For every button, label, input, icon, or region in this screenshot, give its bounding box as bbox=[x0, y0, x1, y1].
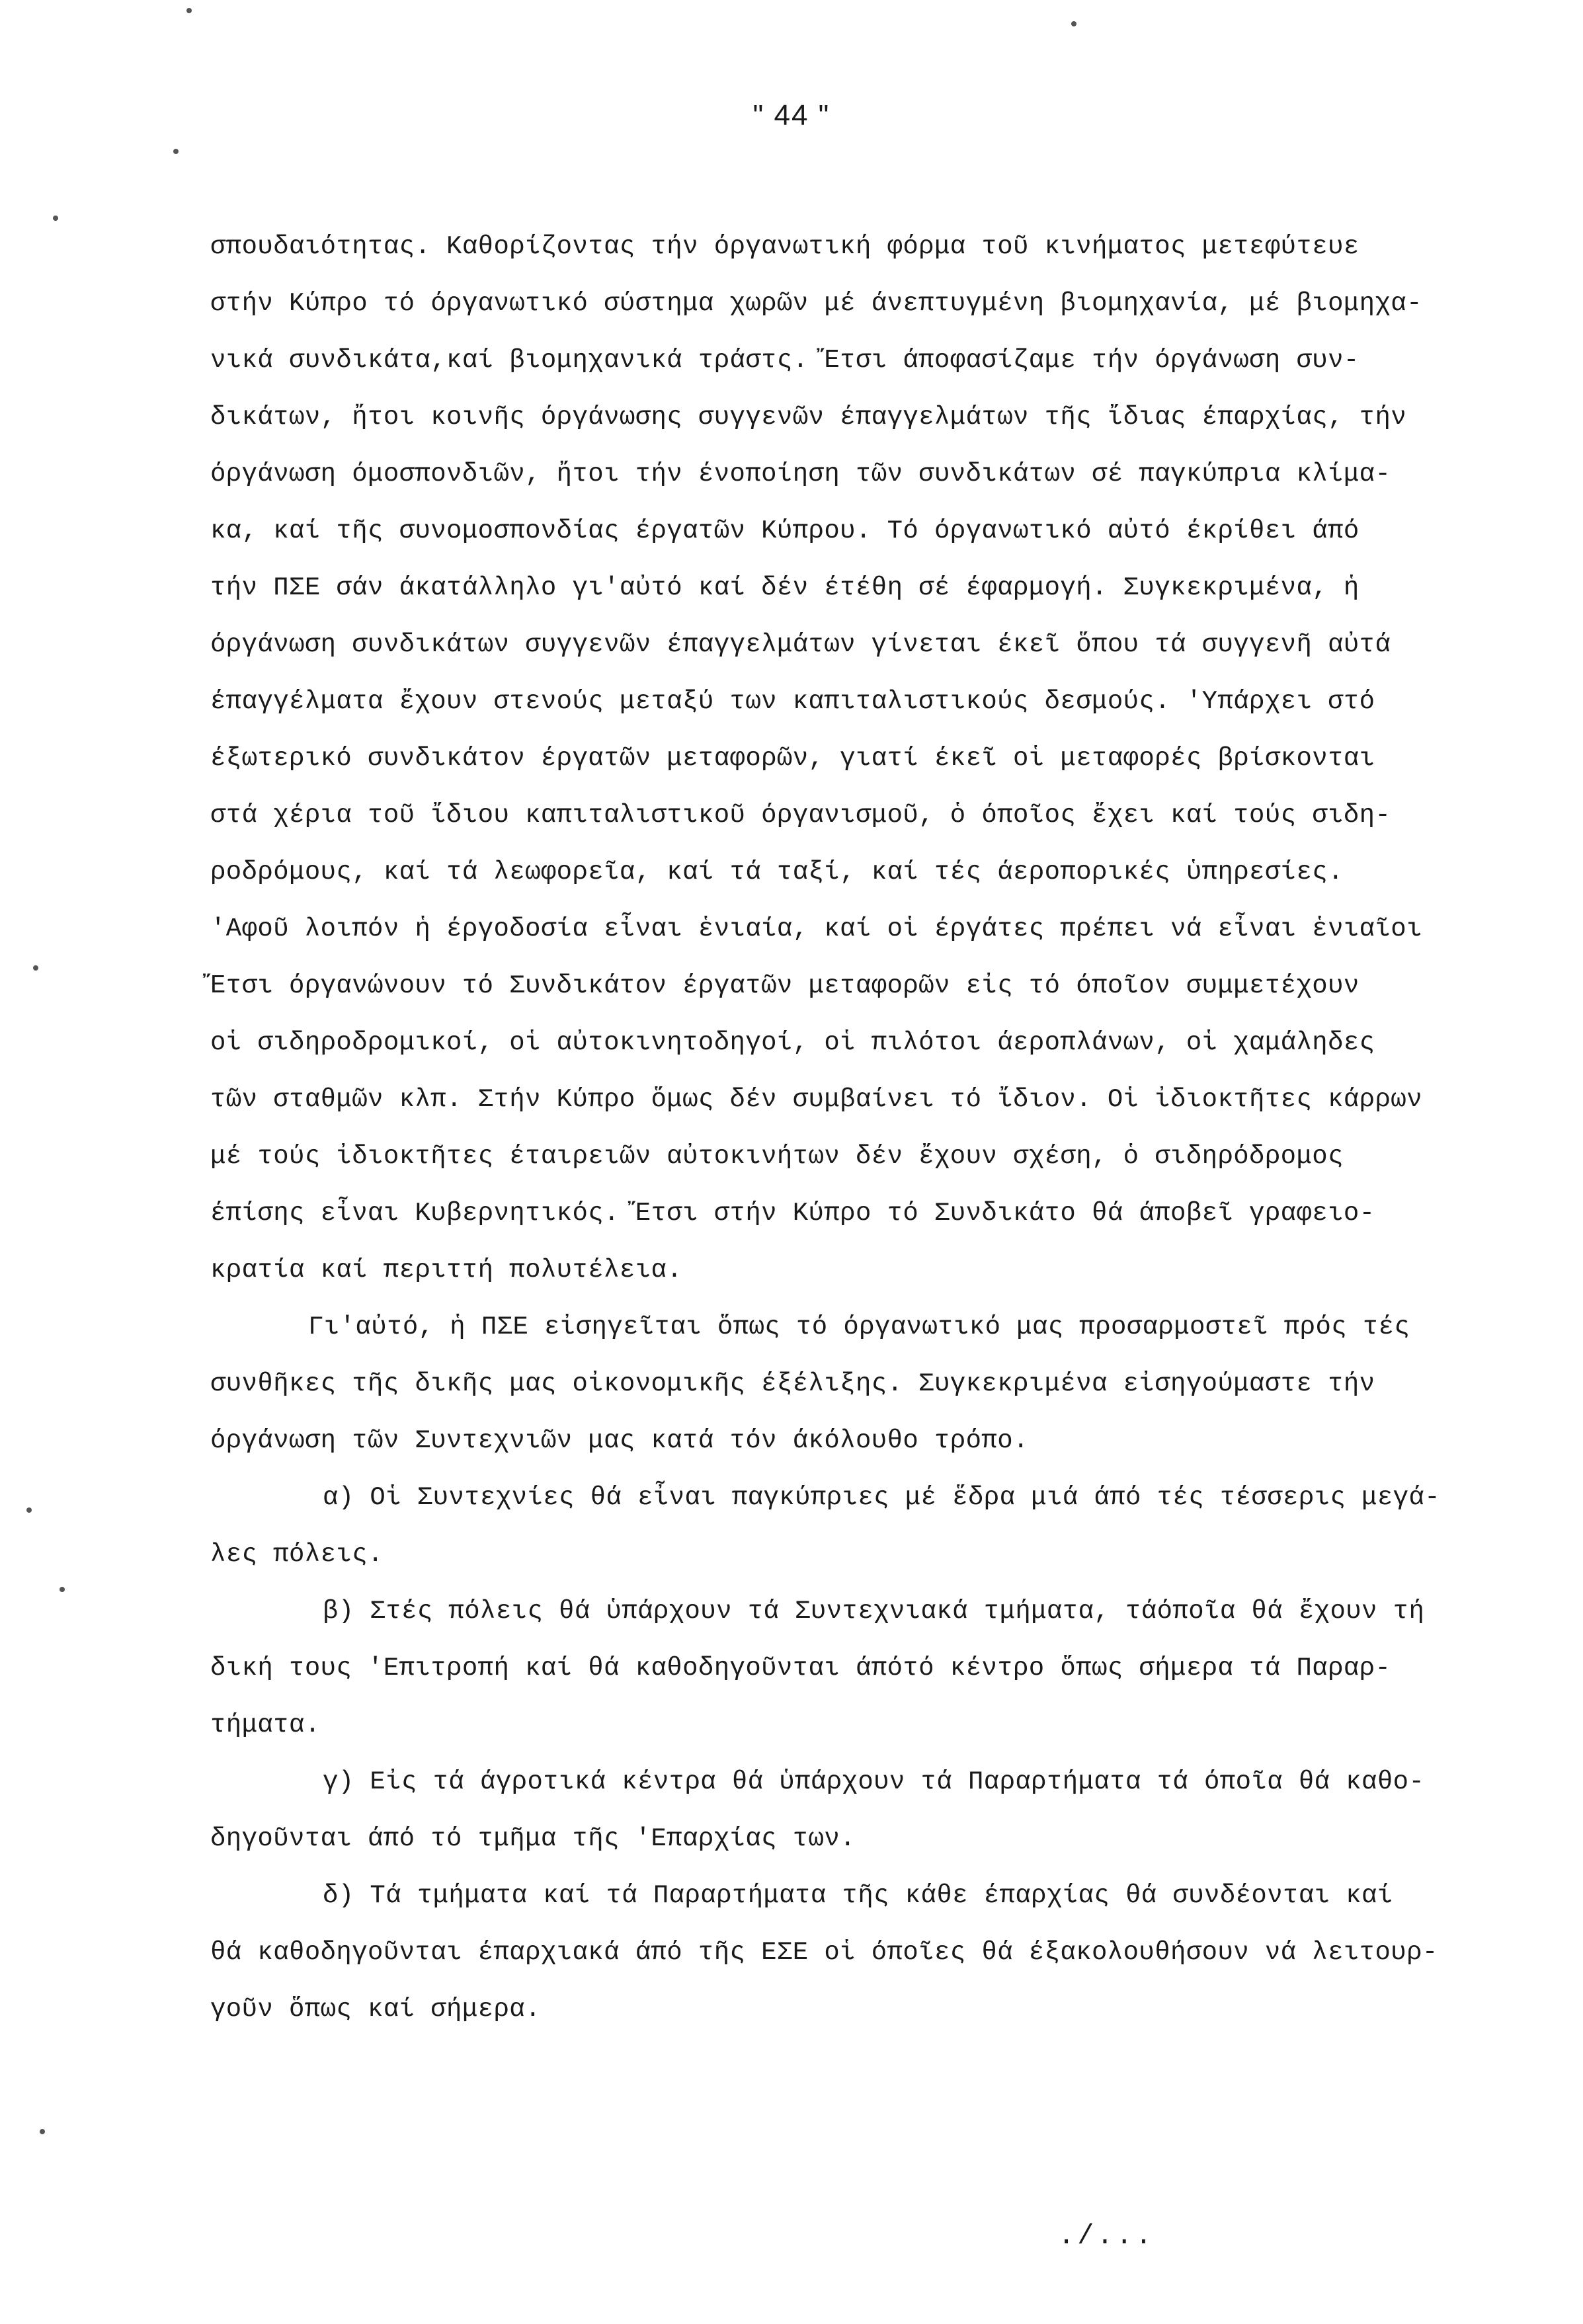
text-line: στήν Κύπρο τό όργανωτικό σύστημα χωρῶν μέ άνεπτυγμένη βιομηχανία, μέ βιομηχα- bbox=[210, 289, 1422, 318]
text-line: έξωτερικό συνδικάτον έργατῶν μεταφορῶν, γιατί έκεῖ οἱ μεταφορές βρίσκονται bbox=[210, 744, 1375, 773]
scan-speck bbox=[1071, 21, 1076, 26]
text-line: δ) Τά τμήματα καί τά Παραρτήματα τῆς κάθε έπαρχίας θά συνδέονται καί bbox=[323, 1881, 1393, 1910]
text-line: δική τους 'Επιτροπή καί θά καθοδηγοῦνται άπότό κέντρο ὅπως σήμερα τά Παραρ- bbox=[210, 1654, 1391, 1683]
scan-speck bbox=[53, 216, 58, 221]
text-line: λες πόλεις. bbox=[210, 1540, 384, 1569]
text-line: νικά συνδικάτα,καί βιομηχανικά τράστς. Ἔτσι άποφασίζαμε τήν όργάνωση συν- bbox=[210, 346, 1360, 375]
continuation-mark: ./... bbox=[1058, 2220, 1155, 2252]
text-line: α) Οἱ Συντεχνίες θά εἶναι παγκύπριες μέ ἕδρα μιά άπό τές τέσσερις μεγά- bbox=[323, 1483, 1441, 1512]
text-line: δικάτων, ἤτοι κοινῆς όργάνωσης συγγενῶν έπαγγελμάτων τῆς ἴδιας έπαρχίας, τήν bbox=[210, 403, 1407, 432]
scan-speck bbox=[40, 2129, 45, 2134]
scan-speck bbox=[33, 965, 38, 971]
text-line: β) Στές πόλεις θά ὑπάρχουν τά Συντεχνιακά τμήματα, τάόποῖα θά ἔχουν τή bbox=[323, 1597, 1425, 1626]
page-number: " 44 " bbox=[752, 99, 831, 132]
text-line: τῶν σταθμῶν κλπ. Στήν Κύπρο ὅμως δέν συμβαίνει τό ἴδιον. Οἱ ἰδιοκτῆτες κάρρων bbox=[210, 1085, 1422, 1114]
text-line: δηγοῦνται άπό τό τμῆμα τῆς 'Επαρχίας των. bbox=[210, 1824, 856, 1853]
text-line: στά χέρια τοῦ ἴδιου καπιταλιστικοῦ όργανισμοῦ, ὁ όποῖος ἔχει καί τούς σιδη- bbox=[210, 801, 1391, 830]
text-line: Ἔτσι όργανώνουν τό Συνδικάτον έργατῶν μεταφορῶν εἰς τό όποῖον συμμετέχουν bbox=[210, 971, 1360, 1000]
text-line: 'Αφοῦ λοιπόν ἡ έργοδοσία εἶναι ἑνιαία, καί οἱ έργάτες πρέπει νά εἶναι ἑνιαῖοι bbox=[210, 914, 1422, 943]
text-line: όργάνωση όμοσπονδιῶν, ἤτοι τήν ένοποίηση τῶν συνδικάτων σέ παγκύπρια κλίμα- bbox=[210, 460, 1391, 489]
text-line: έπίσης εἶναι Κυβερνητικός. Ἔτσι στήν Κύπρο τό Συνδικάτο θά άποβεῖ γραφειο- bbox=[210, 1199, 1375, 1228]
text-line: τήματα. bbox=[210, 1710, 321, 1740]
body-text bbox=[210, 218, 1526, 2038]
text-line: θά καθοδηγοῦνται έπαρχιακά άπό τῆς ΕΣΕ οἱ όποῖες θά έξακολουθήσουν νά λειτουρ- bbox=[210, 1938, 1438, 1967]
text-line: όργάνωση τῶν Συντεχνιῶν μας κατά τόν άκόλουθο τρόπο. bbox=[210, 1426, 1029, 1455]
text-line: γ) Εἰς τά άγροτικά κέντρα θά ὑπάρχουν τά Παραρτήματα τά όποῖα θά καθο- bbox=[323, 1767, 1425, 1796]
scan-speck bbox=[186, 8, 192, 13]
text-line: μέ τούς ἰδιοκτῆτες έταιρειῶν αὐτοκινήτων δέν ἔχουν σχέση, ὁ σιδηρόδρομος bbox=[210, 1142, 1344, 1171]
scan-speck bbox=[26, 1507, 32, 1513]
text-line: οἱ σιδηροδρομικοί, οἱ αὐτοκινητοδηγοί, οἱ πιλότοι άεροπλάνων, οἱ χαμάληδες bbox=[210, 1028, 1375, 1057]
text-line: σπουδαιότητας. Καθορίζοντας τήν όργανωτική φόρμα τοῦ κινήματος μετεφύτευε bbox=[210, 232, 1360, 261]
paragraph-1 bbox=[210, 218, 1526, 1299]
text-line: έπαγγέλματα ἔχουν στενούς μεταξύ των καπιταλιστικούς δεσμούς. 'Υπάρχει στό bbox=[210, 687, 1375, 716]
text-line: τήν ΠΣΕ σάν άκατάλληλο γι'αὐτό καί δέν έτέθη σέ έφαρμογή. Συγκεκριμένα, ἡ bbox=[210, 573, 1360, 602]
list-item-b bbox=[210, 1583, 1526, 1753]
text-line: ροδρόμους, καί τά λεωφορεῖα, καί τά ταξί, καί τές άεροπορικές ὑπηρεσίες. bbox=[210, 858, 1344, 887]
scan-speck bbox=[60, 1587, 65, 1592]
text-line: συνθῆκες τῆς δικῆς μας οἰκονομικῆς έξέλιξης. Συγκεκριμένα εἰσηγούμαστε τήν bbox=[210, 1369, 1375, 1398]
text-line: κα, καί τῆς συνομοσπονδίας έργατῶν Κύπρου. Τό όργανωτικό αὐτό έκρίθει άπό bbox=[210, 516, 1360, 545]
text-line: γοῦν ὅπως καί σήμερα. bbox=[210, 1995, 541, 2024]
paragraph-2 bbox=[210, 1299, 1526, 1469]
list-item-a bbox=[210, 1469, 1526, 1583]
text-line: κρατία καί περιττή πολυτέλεια. bbox=[210, 1256, 683, 1285]
scan-speck bbox=[173, 149, 179, 154]
list-item-d bbox=[210, 1867, 1526, 2038]
text-line: Γι'αὐτό, ἡ ΠΣΕ εἰσηγεῖται ὅπως τό όργανωτικό μας προσαρμοστεῖ πρός τές bbox=[308, 1312, 1410, 1342]
text-line: όργάνωση συνδικάτων συγγενῶν έπαγγελμάτων γίνεται έκεῖ ὅπου τά συγγενῆ αὐτά bbox=[210, 630, 1391, 659]
list-item-c bbox=[210, 1753, 1526, 1867]
